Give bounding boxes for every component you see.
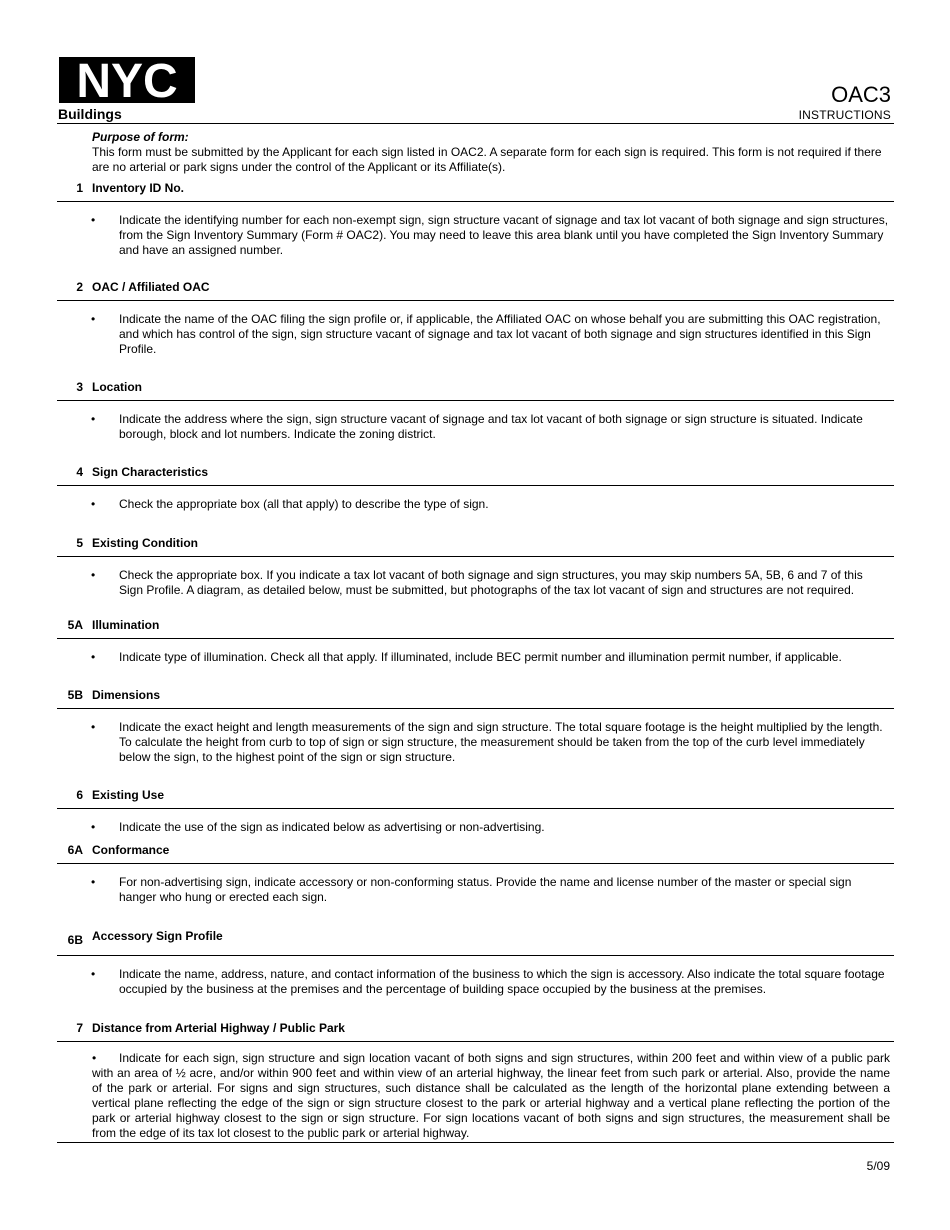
section-number: 5 xyxy=(76,536,83,550)
bullet-item xyxy=(92,1051,890,1141)
bullet-icon: • xyxy=(91,312,96,326)
form-subtitle: INSTRUCTIONS xyxy=(798,108,891,122)
bullet-icon: • xyxy=(91,213,96,227)
bullet-text: Indicate for each sign, sign structure and sign location vacant of both signs and sign structures, within 200 feet and within view of a public park with an area of ½ acre, and/or within 900 feet and within view of an arterial highway, the linear feet from such park or arterial. Also, provide the name of the park or arterial. For signs and sign structures, such distance shall be calculated as the length of the horizontal plane extending between a vertical plane reflecting the edge of the sign or sign structure closest to the park or arterial highway and a vertical plane reflecting the portion of the park or arterial highway closest to the sign or sign structure. For sign locations vacant of both signs and sign structures, the measurement shall be from the edge of its tax lot closest to the public park or arterial highway. xyxy=(92,1051,890,1140)
bullet-item xyxy=(57,875,894,905)
purpose-title: Purpose of form: xyxy=(92,130,189,144)
section-title: Accessory Sign Profile xyxy=(92,929,223,943)
bullet-icon: • xyxy=(92,1051,97,1065)
section-5a xyxy=(57,618,894,665)
bullet-icon: • xyxy=(91,875,96,889)
section-7 xyxy=(57,1021,894,1141)
purpose-text: This form must be submitted by the Applicant for each sign listed in OAC2. A separate form for each sign is required. This form is not required if there are no arterial or park signs under the control of the Applicant or its Affiliate(s). xyxy=(92,145,882,174)
bottom-divider xyxy=(57,1142,894,1143)
bullet-item xyxy=(57,497,894,512)
section-header xyxy=(57,618,894,639)
bullet-text: Check the appropriate box. If you indicate a tax lot vacant of both signage and sign structures, you may skip numbers 5A, 5B, 6 and 7 of this Sign Profile. A diagram, as detailed below, must be submitted, but photographs of the tax lot vacant of sign and structures are not required. xyxy=(119,568,863,597)
bullet-icon: • xyxy=(91,650,96,664)
bullet-item xyxy=(57,720,894,765)
section-1 xyxy=(57,181,894,258)
bullet-text: Indicate the name of the OAC filing the sign profile or, if applicable, the Affiliated OAC on whose behalf you are submitting this OAC registration, and which has control of the sign, sign structure vacant of signage and tax lot vacant of both signage and sign structures identified in this Sign Profile. xyxy=(119,312,881,356)
section-title: Distance from Arterial Highway / Public Park xyxy=(92,1021,345,1035)
section-title: Existing Condition xyxy=(92,536,198,550)
section-header xyxy=(57,380,894,401)
bullet-icon: • xyxy=(91,820,96,834)
section-header xyxy=(57,1021,894,1042)
nyc-logo-text: NYC xyxy=(76,56,178,104)
section-number: 6 xyxy=(76,788,83,802)
section-title: Conformance xyxy=(92,843,170,857)
bullet-item xyxy=(57,312,894,357)
section-2 xyxy=(57,280,894,357)
section-title: Location xyxy=(92,380,142,394)
bullet-text: Indicate type of illumination. Check all that apply. If illuminated, include BEC permit number and illumination permit number, if applicable. xyxy=(119,650,842,664)
section-number: 4 xyxy=(76,465,83,479)
section-4 xyxy=(57,465,894,512)
section-header xyxy=(57,843,894,864)
section-3 xyxy=(57,380,894,442)
page-number: 5/09 xyxy=(866,1159,890,1173)
section-header xyxy=(57,688,894,709)
section-title: Dimensions xyxy=(92,688,161,702)
nyc-logo xyxy=(58,56,196,108)
section-header xyxy=(57,788,894,809)
section-number: 5A xyxy=(67,618,83,632)
section-header xyxy=(57,929,894,956)
bullet-text: For non-advertising sign, indicate accessory or non-conforming status. Provide the name and license number of the master or special sign hanger who hung or erected each sign. xyxy=(119,875,852,904)
bullet-item xyxy=(57,967,894,997)
section-number: 6A xyxy=(67,843,83,857)
section-5 xyxy=(57,536,894,598)
section-number: 1 xyxy=(76,181,83,195)
section-5b xyxy=(57,688,894,765)
bullet-text: Indicate the identifying number for each non-exempt sign, sign structure vacant of signage and tax lot vacant of both signage and sign structures, from the Sign Inventory Summary (Form # OAC2). You may need to leave this area blank until you have completed the Sign Inventory Summary and have an assigned number. xyxy=(119,213,889,257)
bullet-item xyxy=(57,568,894,598)
section-header xyxy=(57,181,894,202)
bullet-icon: • xyxy=(91,497,96,511)
section-title: Inventory ID No. xyxy=(92,181,185,195)
bullet-icon: • xyxy=(91,412,96,426)
bullet-text: Indicate the name, address, nature, and contact information of the business to which the sign is accessory. Also indicate the total square footage occupied by the business at the premises and the percentage of building space occupied by the business at the premises. xyxy=(119,967,885,996)
bullet-item xyxy=(57,820,894,835)
section-title: Existing Use xyxy=(92,788,165,802)
bullet-icon: • xyxy=(91,568,96,582)
bullet-text: Indicate the address where the sign, sign structure vacant of signage and tax lot vacant of both signage or sign structure is situated. Indicate borough, block and lot numbers. Indicate the zoning district. xyxy=(119,412,863,441)
section-number: 6B xyxy=(67,933,83,947)
section-title: OAC / Affiliated OAC xyxy=(92,280,210,294)
section-6b xyxy=(57,929,894,997)
purpose-block xyxy=(92,130,892,175)
section-number: 2 xyxy=(76,280,83,294)
bullet-icon: • xyxy=(91,967,96,981)
section-6a xyxy=(57,843,894,905)
bullet-icon: • xyxy=(91,720,96,734)
section-header xyxy=(57,465,894,486)
section-header xyxy=(57,536,894,557)
bullet-item xyxy=(57,412,894,442)
bullet-item xyxy=(57,213,894,258)
page-header xyxy=(57,56,894,124)
section-6 xyxy=(57,788,894,835)
form-code: OAC3 xyxy=(831,82,891,107)
section-header xyxy=(57,280,894,301)
section-title: Sign Characteristics xyxy=(92,465,209,479)
section-number: 3 xyxy=(76,380,83,394)
bullet-text: Indicate the exact height and length measurements of the sign and sign structure. The total square footage is the height multiplied by the length. To calculate the height from curb to top of sign or sign structure, the measurement should be taken from the top of the curb level immediately below the sign, to the highest point of the sign or sign structure. xyxy=(119,720,883,764)
section-title: Illumination xyxy=(92,618,160,632)
bullet-text: Check the appropriate box (all that apply) to describe the type of sign. xyxy=(119,497,489,511)
bullet-item xyxy=(57,650,894,665)
bullet-text: Indicate the use of the sign as indicated below as advertising or non-advertising. xyxy=(119,820,545,834)
section-number: 5B xyxy=(67,688,83,702)
logo-caption: Buildings xyxy=(58,106,122,122)
section-number: 7 xyxy=(76,1021,83,1035)
